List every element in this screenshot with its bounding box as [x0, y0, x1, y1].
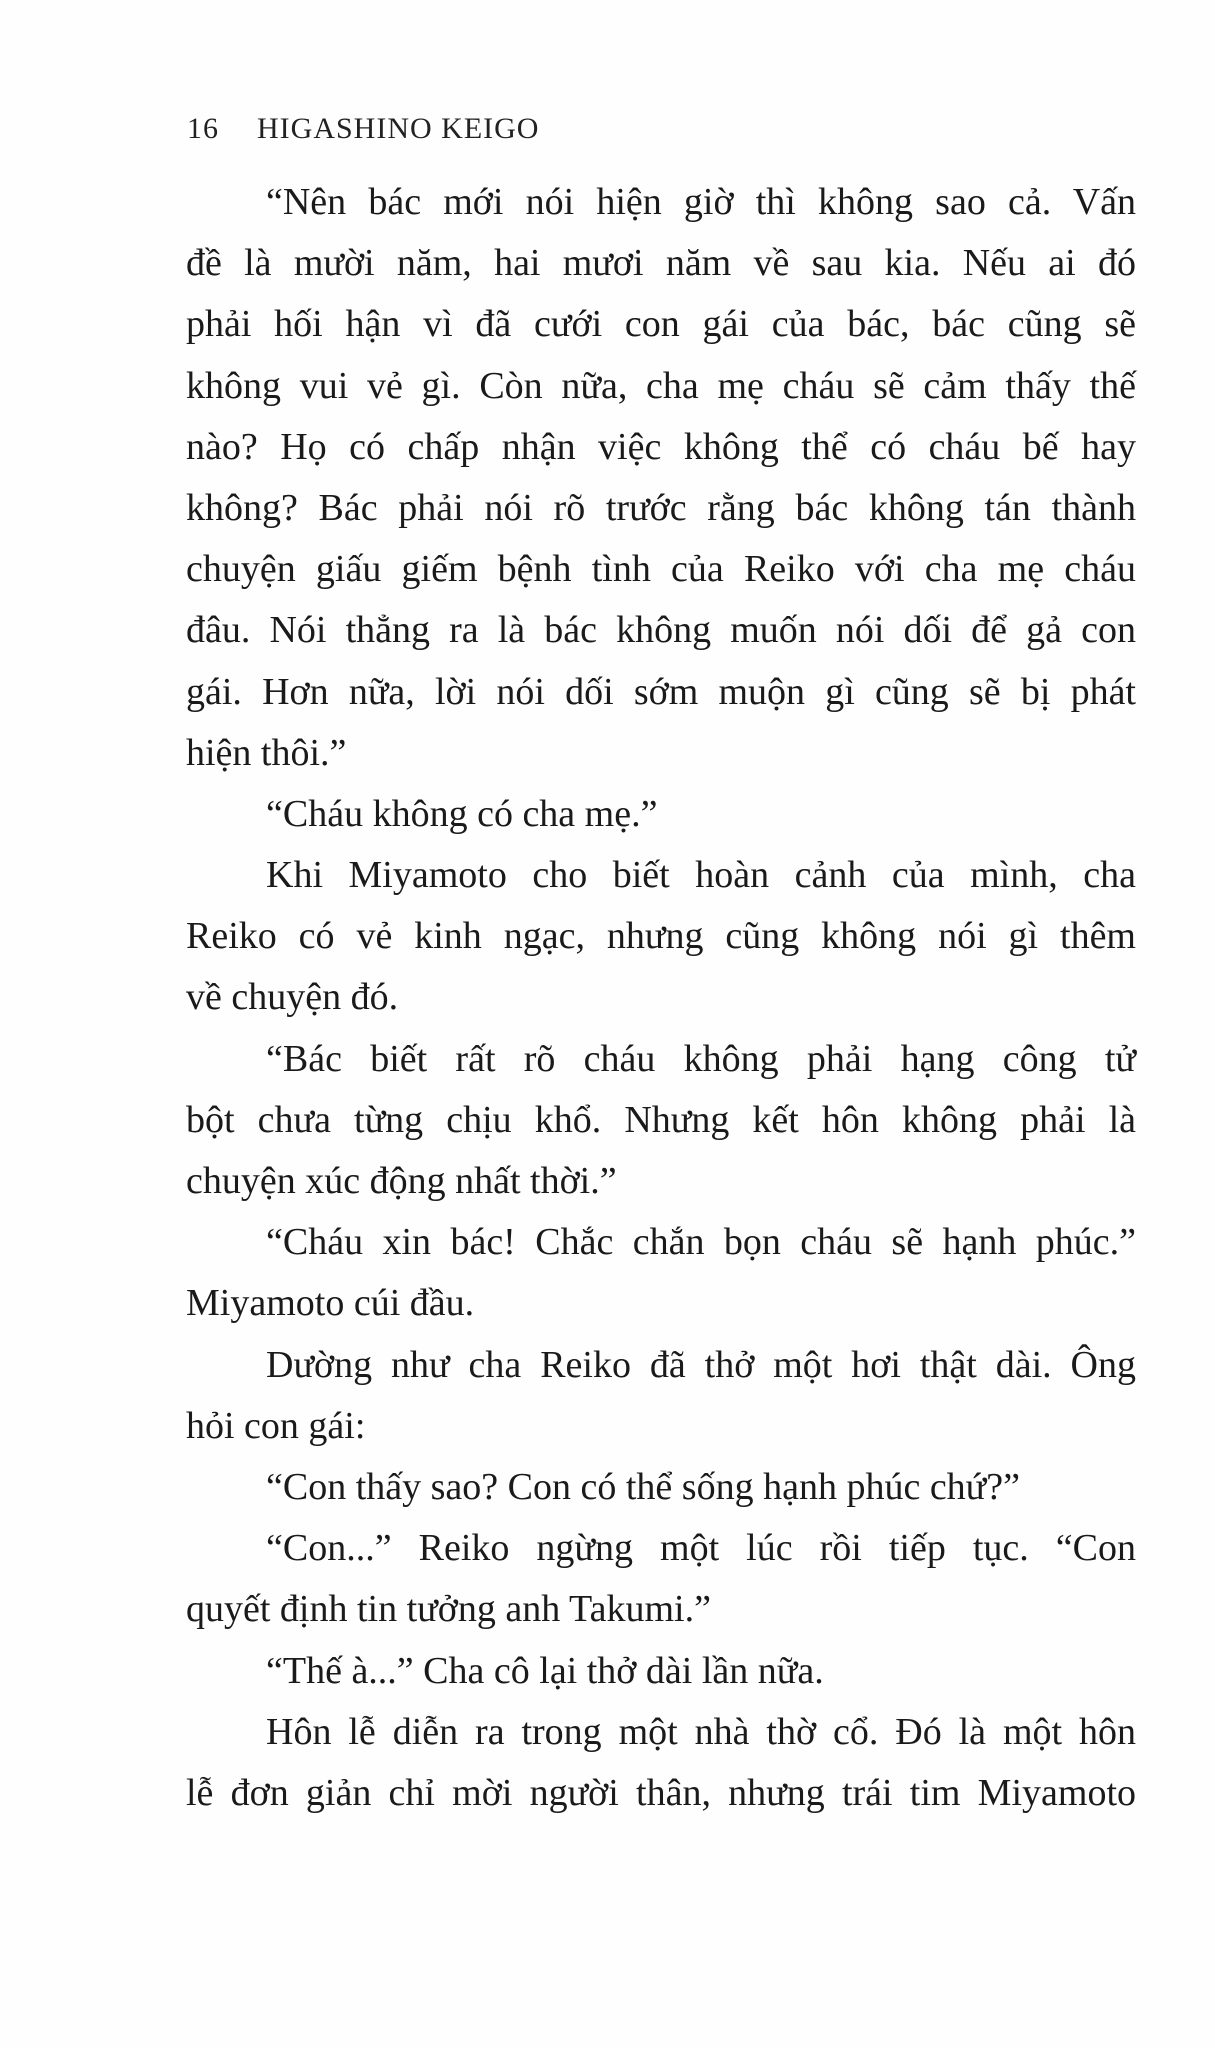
page-number: 16 [187, 112, 219, 145]
text-line: “Cháu xin bác! Chắc chắn bọn cháu sẽ hạnh phúc.” [266, 1221, 1136, 1264]
text-line: đâu. Nói thẳng ra là bác không muốn nói dối để gả con [186, 609, 1136, 652]
text-line: hiện thôi.” [186, 731, 347, 774]
text-line: Dường như cha Reiko đã thở một hơi thật dài. Ông [266, 1343, 1136, 1386]
text-line: “Con...” Reiko ngừng một lúc rồi tiếp tục. “Con [266, 1527, 1136, 1570]
text-line: “Thế à...” Cha cô lại thở dài lần nữa. [266, 1649, 824, 1692]
text-line: Khi Miyamoto cho biết hoàn cảnh của mình, cha [266, 854, 1136, 897]
text-line: “Nên bác mới nói hiện giờ thì không sao cả. Vấn [266, 181, 1136, 223]
text-line: đề là mười năm, hai mươi năm về sau kia. Nếu ai đó [186, 242, 1136, 285]
text-line: Reiko có vẻ kinh ngạc, nhưng cũng không nói gì thêm [186, 915, 1136, 958]
text-line: chuyện xúc động nhất thời.” [186, 1160, 617, 1202]
text-line: Hôn lễ diễn ra trong một nhà thờ cổ. Đó là một hôn [266, 1710, 1136, 1753]
text-line: không? Bác phải nói rõ trước rằng bác không tán thành [186, 486, 1136, 529]
text-line: lễ đơn giản chỉ mời người thân, nhưng trái tim Miyamoto [186, 1771, 1136, 1814]
running-head [187, 112, 539, 146]
text-line: quyết định tin tưởng anh Takumi.” [186, 1588, 711, 1631]
text-line: về chuyện đó. [186, 976, 399, 1019]
body-text [186, 172, 1136, 1824]
author-name: HIGASHINO KEIGO [257, 112, 540, 145]
text-line: bột chưa từng chịu khổ. Nhưng kết hôn không phải là [186, 1098, 1136, 1141]
text-line: “Con thấy sao? Con có thể sống hạnh phúc chứ?” [266, 1465, 1021, 1508]
text-line: nào? Họ có chấp nhận việc không thể có cháu bế hay [186, 425, 1136, 468]
text-line: “Bác biết rất rõ cháu không phải hạng công tử [266, 1037, 1136, 1080]
text-line: gái. Hơn nữa, lời nói dối sớm muộn gì cũng sẽ bị phát [186, 670, 1136, 713]
text-line: hỏi con gái: [186, 1404, 366, 1447]
text-line: chuyện giấu giếm bệnh tình của Reiko với cha mẹ cháu [186, 548, 1136, 591]
text-line: “Cháu không có cha mẹ.” [266, 792, 658, 835]
text-line: Miyamoto cúi đầu. [186, 1282, 475, 1325]
text-line: phải hối hận vì đã cưới con gái của bác, bác cũng sẽ [186, 303, 1136, 346]
text-line: không vui vẻ gì. Còn nữa, cha mẹ cháu sẽ cảm thấy thế [186, 364, 1136, 407]
